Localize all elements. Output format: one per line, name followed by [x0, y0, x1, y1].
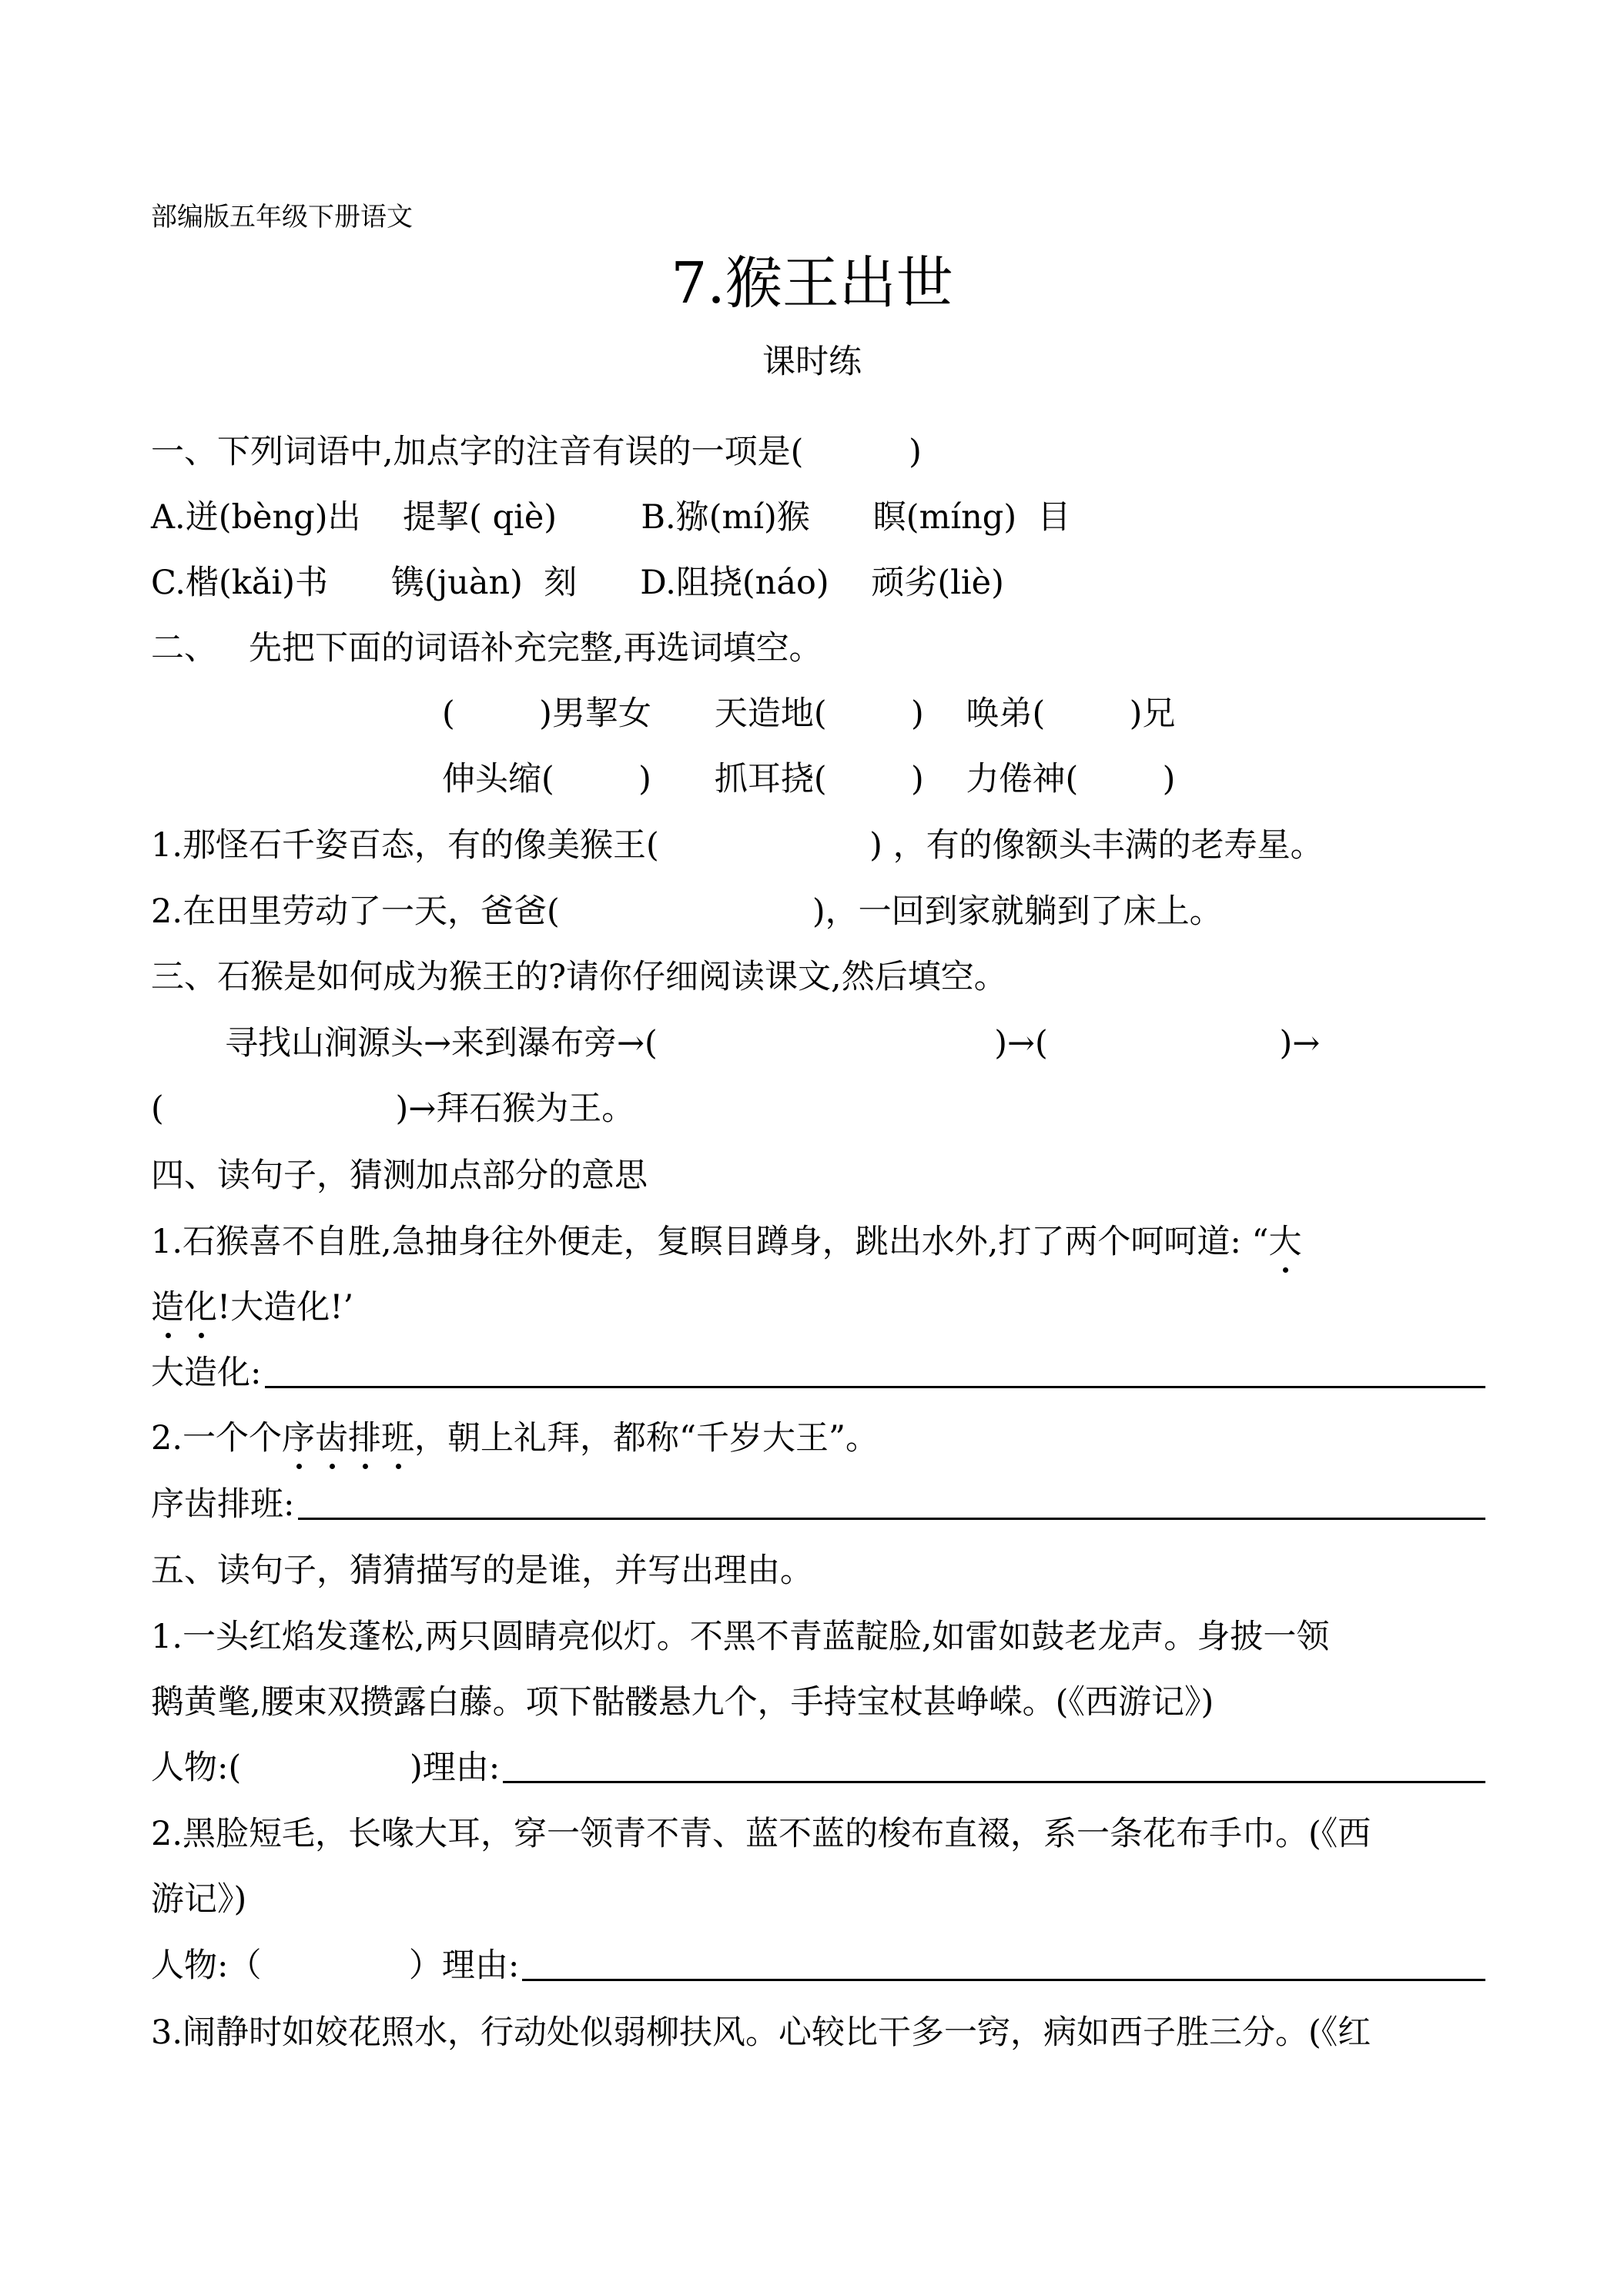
q4-s2-dotted-char: 序 [282, 1415, 315, 1461]
q5-answer-2 [151, 1943, 1485, 1989]
q4-s1-tail: !大造化!’ [217, 1288, 354, 1327]
q1-option-cd: C.楷(kǎi)书 镌(juàn) 刻 D.阻挠(náo) 顽劣(liè) [151, 564, 1004, 602]
q4-answer-2 [151, 1481, 1485, 1528]
q3-stem: 三、石猴是如何成为猴王的?请你仔细阅读课文,然后填空。 [151, 958, 1007, 996]
q4-s1-dotted-char: 大 [1269, 1219, 1302, 1265]
q3-sequence-line1: 寻找山涧源头→来到瀑布旁→( )→( )→ [225, 1024, 1321, 1063]
q2-sentence-2: 2.在田里劳动了一天，爸爸( )，一回到家就躺到了床上。 [151, 892, 1223, 931]
q2-words-row1: ( )男挈女 天造地( ) 唤弟( )兄 [442, 694, 1176, 733]
q2-sentence-1: 1.那怪石千姿百态，有的像美猴王( ) ，有的像额头丰满的老寿星。 [151, 826, 1324, 865]
q4-answer-2-line[interactable] [298, 1518, 1486, 1520]
q4-answer-1-label: 大造化: [151, 1354, 262, 1392]
q3-sequence-line2: ( )→拜石猴为王。 [151, 1089, 635, 1128]
q5-answer-2-line[interactable] [522, 1979, 1485, 1981]
q4-s2-post: ，朝上礼拜，都称“千岁大王”。 [414, 1419, 879, 1458]
q4-s2-dotted-char: 班 [381, 1415, 414, 1461]
q5-passage-1-line2: 鹅黄氅,腰束双攒露白藤。项下骷髅悬九个，手持宝杖甚峥嵘。(《西游记》) [151, 1683, 1214, 1722]
q5-passage-1-line1: 1.一头红焰发蓬松,两只圆睛亮似灯。不黑不青蓝靛脸,如雷如鼓老龙声。身披一领 [151, 1618, 1330, 1656]
page-title: 7.猴王出世 [671, 250, 953, 316]
q5-answer-1-line[interactable] [503, 1781, 1485, 1783]
q5-answer-2-label: 人物:（ ）理由: [151, 1946, 520, 1985]
q4-answer-1-line[interactable] [265, 1386, 1486, 1388]
header-label: 部编版五年级下册语文 [151, 202, 413, 233]
q5-answer-1-label: 人物:( )理由: [151, 1749, 501, 1787]
q1-stem: 一、下列词语中,加点字的注音有误的一项是( ) [151, 433, 922, 471]
q5-passage-2-line1: 2.黑脸短毛，长喙大耳，穿一领青不青、蓝不蓝的梭布直裰，系一条花布手巾。(《西 [151, 1815, 1371, 1853]
page-subtitle: 课时练 [762, 343, 862, 381]
q4-answer-1 [151, 1350, 1485, 1396]
q5-passage-2-line2: 游记》) [151, 1880, 247, 1919]
q4-sentence-1 [151, 1219, 1485, 1265]
q4-s2-pre: 2.一个个 [151, 1419, 283, 1458]
q4-s2-dotted-char: 排 [348, 1415, 381, 1461]
q4-s1-dotted-char: 化 [184, 1284, 217, 1330]
q4-stem: 四、读句子，猜测加点部分的意思 [151, 1156, 648, 1195]
q2-stem: 二、 先把下面的词语补充完整,再选词填空。 [151, 629, 822, 668]
q5-passage-3-line1: 3.闹静时如姣花照水，行动处似弱柳扶风。心较比干多一窍，病如西子胜三分。(《红 [151, 2013, 1371, 2052]
q4-sentence-1-cont [151, 1284, 1485, 1330]
q5-stem: 五、读句子，猜猜描写的是谁，并写出理由。 [151, 1551, 813, 1590]
q5-answer-1 [151, 1745, 1485, 1791]
q2-words-row2: 伸头缩( ) 抓耳挠( ) 力倦神( ) [442, 760, 1176, 798]
q4-s1-text: 1.石猴喜不自胜,急抽身往外便走，复瞑目蹲身，跳出水外,打了两个呵呵道: “ [151, 1223, 1269, 1261]
q4-s2-dotted-char: 齿 [315, 1415, 348, 1461]
q4-s1-dotted-char: 造 [151, 1284, 184, 1330]
q4-answer-2-label: 序齿排班: [151, 1485, 295, 1524]
q4-sentence-2 [151, 1415, 1485, 1461]
q1-option-ab: A.迸(bèng)出 提挈( qiè) B.猕(mí)猴 瞑(míng) 目 [151, 498, 1071, 537]
